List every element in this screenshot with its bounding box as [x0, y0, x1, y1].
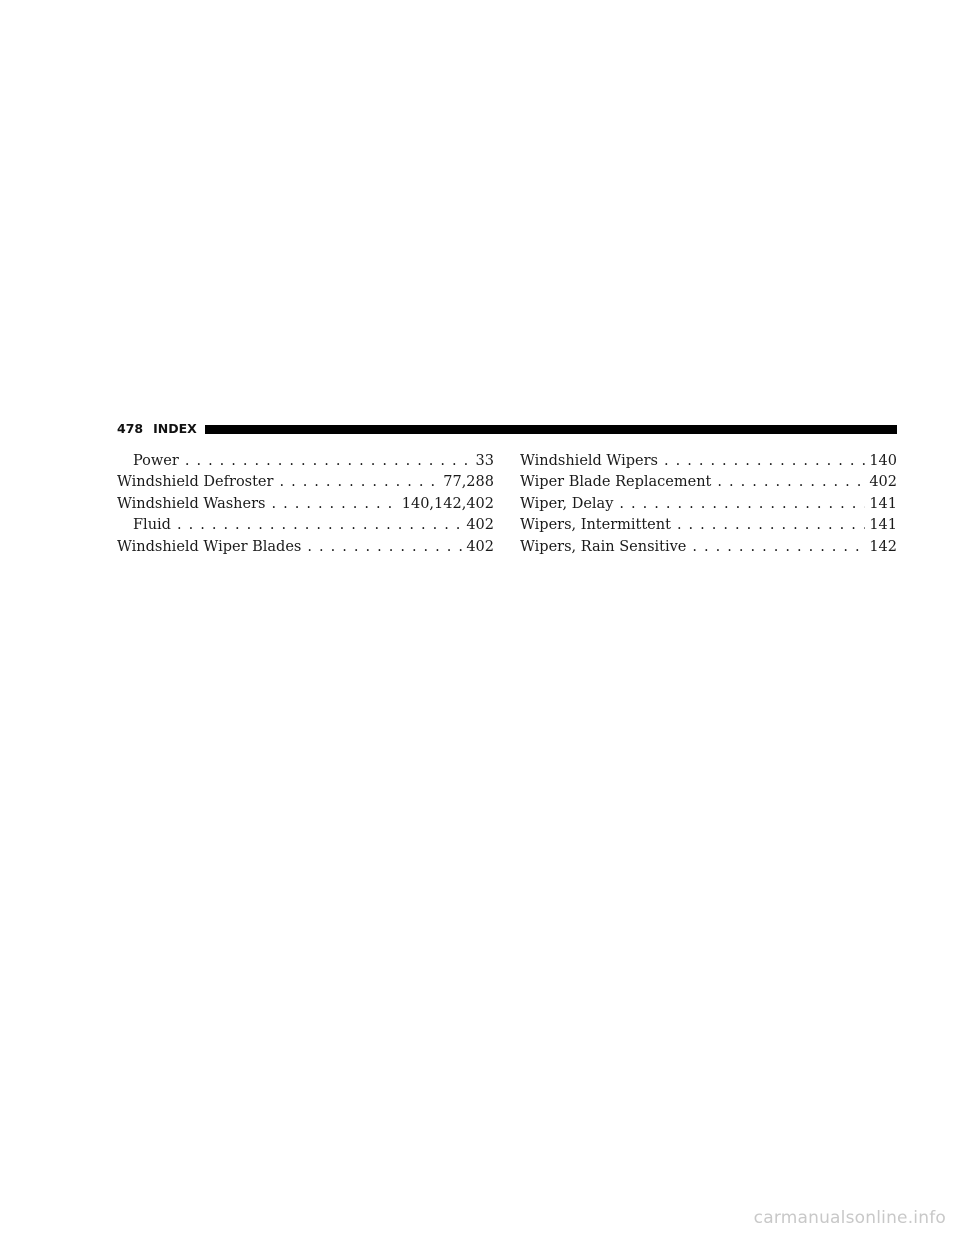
dot-leader [717, 472, 865, 493]
entry-pages: 140 [869, 453, 897, 469]
index-entry [520, 451, 897, 472]
index-column-left [117, 451, 494, 558]
entry-pages: 33 [475, 453, 494, 469]
entry-label: Windshield Washers [117, 495, 266, 512]
watermark: carmanualsonline.info [753, 1208, 946, 1228]
entry-pages: 402 [869, 474, 897, 491]
entry-label: Windshield Wipers [520, 453, 658, 469]
dot-leader [185, 451, 472, 472]
entry-pages: 402 [466, 538, 494, 555]
dot-leader [177, 515, 462, 536]
dot-leader [271, 494, 397, 515]
entry-label: Power [133, 453, 179, 469]
index-entry [117, 515, 494, 536]
index-entry [520, 537, 897, 558]
dot-leader [692, 537, 865, 558]
entry-label: Wipers, Intermittent [520, 517, 671, 534]
index-entry [117, 537, 494, 558]
index-column-right [520, 451, 897, 558]
entry-label: Fluid [133, 517, 171, 534]
header-rule [205, 425, 897, 434]
index-entry [520, 494, 897, 515]
dot-leader [664, 451, 865, 472]
dot-leader [279, 472, 439, 493]
entry-pages: 140,142,402 [401, 495, 494, 512]
index-entry [520, 515, 897, 536]
entry-pages: 141 [869, 517, 897, 534]
entry-pages: 141 [869, 495, 897, 512]
entry-label: Wiper, Delay [520, 495, 614, 512]
entry-pages: 402 [466, 517, 494, 534]
index-entry [520, 472, 897, 493]
index-entry [117, 451, 494, 472]
entry-label: Windshield Wiper Blades [117, 538, 302, 555]
dot-leader [307, 537, 462, 558]
entry-label: Windshield Defroster [117, 474, 274, 491]
section-title: INDEX [153, 420, 197, 436]
entry-label: Wipers, Rain Sensitive [520, 538, 687, 555]
index-entry [117, 472, 494, 493]
page-header [117, 418, 897, 438]
page-number: 478 [117, 420, 144, 436]
index-entry [117, 494, 494, 515]
entry-label: Wiper Blade Replacement [520, 474, 712, 491]
dot-leader [619, 494, 865, 515]
dot-leader [677, 515, 865, 536]
entry-pages: 77,288 [443, 474, 494, 491]
entry-pages: 142 [869, 538, 897, 555]
